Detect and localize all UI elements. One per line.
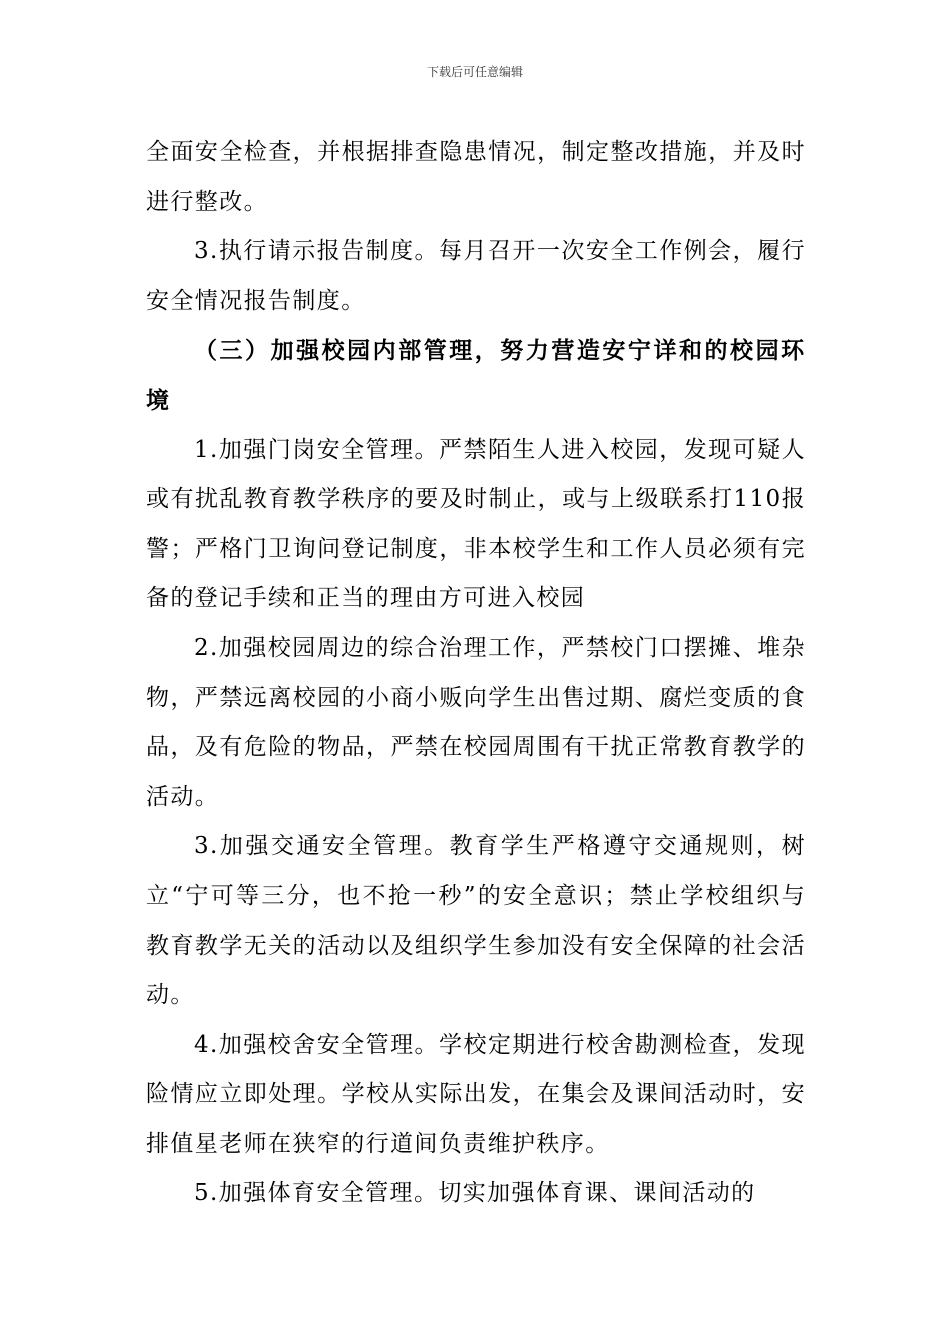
paragraph-building-safety: 4.加强校舍安全管理。学校定期进行校舍勘测检查，发现险情应立即处理。学校从实际出发，在集会及课间活动时，安排值星老师在狭窄的行道间负责维护秩序。 — [146, 1031, 806, 1157]
section-heading: （三）加强校园内部管理，努力营造安宁详和的校园环境 — [146, 337, 806, 414]
paragraph-campus-surroundings: 2.加强校园周边的综合治理工作，严禁校门口摆摊、堆杂物，严禁远离校园的小商小贩向学生出售过期、腐烂变质的食品，及有危险的物品，严禁在校园周围有干扰正常教育教学的活动。 — [146, 634, 806, 810]
paragraph-gate-security: 1.加强门岗安全管理。严禁陌生人进入校园，发现可疑人或有扰乱教育教学秩序的要及时制止，或与上级联系打110报警；严格门卫询问登记制度，非本校学生和工作人员必须有完备的登记手续和正当的理由方可进入校园 — [146, 436, 806, 612]
paragraph-traffic-safety: 3.加强交通安全管理。教育学生严格遵守交通规则，树立“宁可等三分，也不抢一秒”的安全意识；禁止学校组织与教育教学无关的活动以及组织学生参加没有安全保障的社会活动。 — [146, 833, 806, 1009]
paragraph-sports-safety: 5.加强体育安全管理。切实加强体育课、课间活动的 — [194, 1180, 756, 1207]
document-body — [146, 128, 806, 1219]
page-header-note: 下载后可任意编辑 — [426, 65, 523, 79]
paragraph-continuation: 全面安全检查，并根据排查隐患情况，制定整改措施，并及时进行整改。 — [146, 139, 806, 215]
paragraph-report-system: 3.执行请示报告制度。每月召开一次安全工作例会，履行安全情况报告制度。 — [146, 238, 806, 314]
